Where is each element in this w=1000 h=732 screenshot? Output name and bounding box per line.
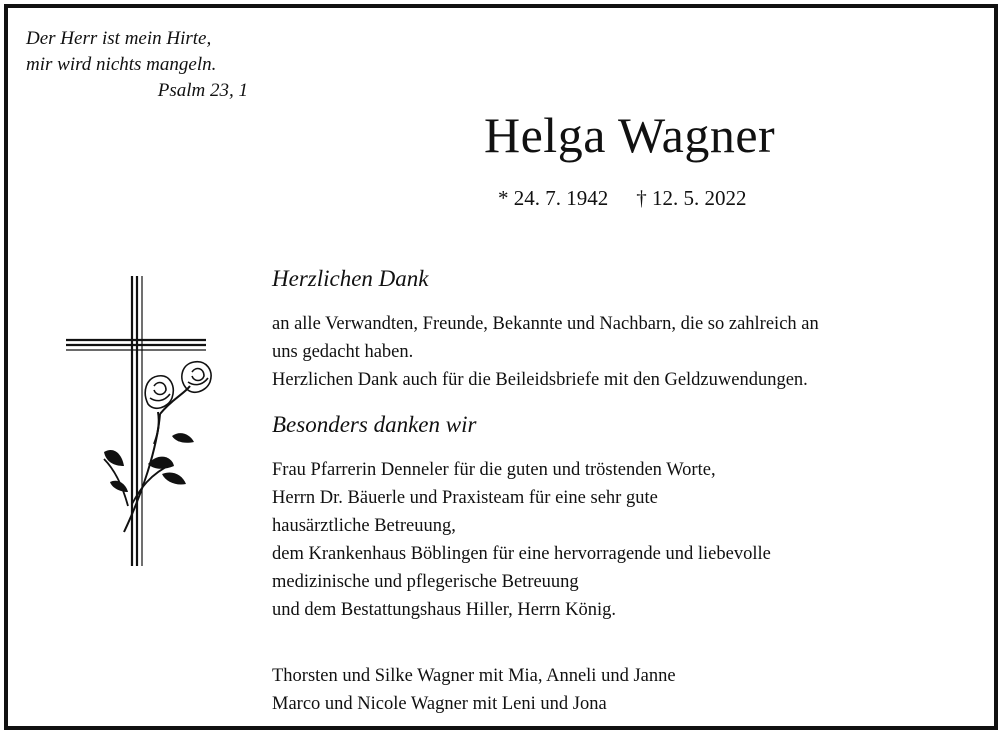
obituary-card bbox=[4, 4, 998, 730]
thanks-heading: Herzlichen Dank bbox=[272, 266, 429, 291]
special-line: Herrn Dr. Bäuerle und Praxisteam für eine sehr gute bbox=[272, 488, 658, 508]
thanks-line: an alle Verwandten, Freunde, Bekannte und Nachbarn, die so zahlreich an bbox=[272, 314, 819, 334]
special-line: dem Krankenhaus Böblingen für eine hervorragende und liebevolle bbox=[272, 544, 771, 564]
family-signatures bbox=[272, 662, 992, 718]
family-line: Thorsten und Silke Wagner mit Mia, Anneli und Janne bbox=[272, 666, 676, 686]
life-dates bbox=[498, 186, 747, 211]
thanks-line: uns gedacht haben. bbox=[272, 342, 414, 362]
thanks-text bbox=[272, 310, 992, 394]
family-line: Marco und Nicole Wagner mit Leni und Jona bbox=[272, 694, 607, 714]
death-date: † 12. 5. 2022 bbox=[636, 186, 747, 210]
birth-date: * 24. 7. 1942 bbox=[498, 186, 609, 210]
psalm-quote bbox=[26, 26, 248, 104]
deceased-name: Helga Wagner bbox=[484, 107, 776, 163]
special-line: Frau Pfarrerin Denneler für die guten und tröstenden Worte, bbox=[272, 460, 716, 480]
psalm-reference: Psalm 23, 1 bbox=[157, 80, 248, 101]
cross-with-roses-icon bbox=[62, 274, 222, 578]
special-line: medizinische und pflegerische Betreuung bbox=[272, 572, 579, 592]
special-thanks-heading: Besonders danken wir bbox=[272, 412, 477, 437]
special-line: hausärztliche Betreuung, bbox=[272, 516, 456, 536]
psalm-line-2: mir wird nichts mangeln. bbox=[26, 54, 217, 75]
special-thanks-text bbox=[272, 456, 992, 624]
psalm-line-1: Der Herr ist mein Hirte, bbox=[26, 28, 212, 49]
thanks-line: Herzlichen Dank auch für die Beileidsbriefe mit den Geldzuwendungen. bbox=[272, 370, 808, 390]
special-line: und dem Bestattungshaus Hiller, Herrn König. bbox=[272, 600, 617, 620]
